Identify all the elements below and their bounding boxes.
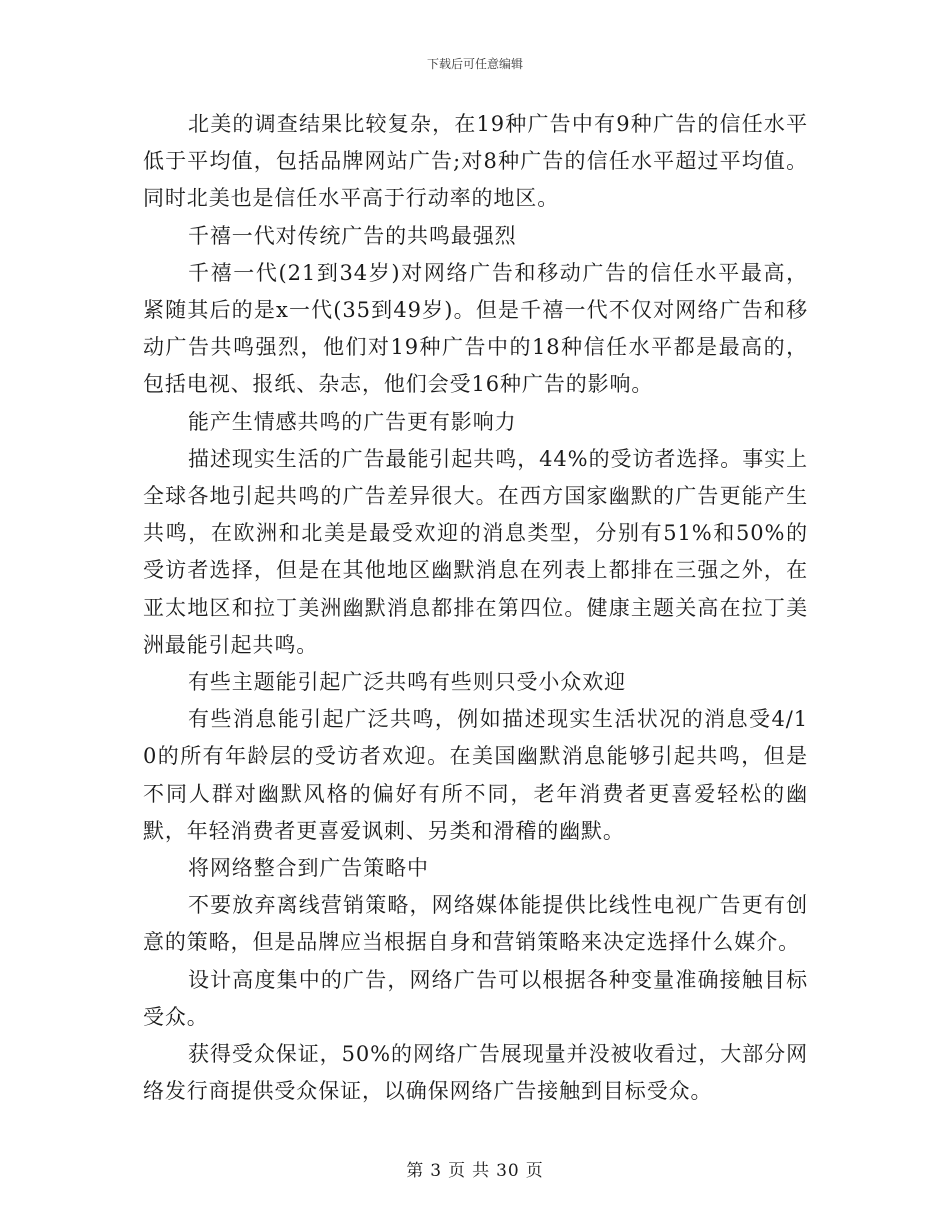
section-heading-millennials: 千禧一代对传统广告的共鸣最强烈 <box>188 223 517 248</box>
footer-total-word: 共 <box>472 1161 491 1181</box>
paragraph-targeted-ads: 设计高度集中的广告，网络广告可以根据各种变量准确接触目标受众。 <box>143 967 808 1029</box>
section-heading-emotional-ads: 能产生情感共鸣的广告更有影响力 <box>188 409 517 434</box>
section-heading-integrate-online: 将网络整合到广告策略中 <box>188 856 429 881</box>
paragraph-offline-strategy: 不要放弃离线营销策略，网络媒体能提供比线性电视广告更有创意的策略，但是品牌应当根据自身和营销策略来决定选择什么媒介。 <box>143 893 808 955</box>
footer-page-word: 页 <box>448 1161 467 1181</box>
paragraph-audience-guarantee: 获得受众保证，50%的网络广告展现量并没被收看过，大部分网络发行商提供受众保证，以确保网络广告接触到目标受众。 <box>143 1042 808 1104</box>
page-header: 下载后可任意编辑 <box>426 57 523 71</box>
section-heading-broad-appeal: 有些主题能引起广泛共鸣有些则只受小众欢迎 <box>188 670 626 695</box>
footer-prefix: 第 <box>406 1161 425 1181</box>
paragraph-millennials: 千禧一代(21到34岁)对网络广告和移动广告的信任水平最高，紧随其后的是x一代(35到49岁)。但是千禧一代不仅对网络广告和移动广告共鸣强烈，他们对19种广告中的18种信任水平都是最高的，包括电视、报纸、杂志，他们会受16种广告的影响。 <box>143 260 808 397</box>
document-body <box>143 106 808 1110</box>
paragraph-emotional-ads: 描述现实生活的广告最能引起共鸣，44%的受访者选择。事实上全球各地引起共鸣的广告差异很大。在西方国家幽默的广告更能产生共鸣，在欧洲和北美是最受欢迎的消息类型，分别有51%和50%的受访者选择，但是在其他地区幽默消息在列表上都排在三强之外，在亚太地区和拉丁美洲幽默消息都排在第四位。健康主题关高在拉丁美洲最能引起共鸣。 <box>143 446 808 657</box>
page-footer <box>0 1156 950 1181</box>
footer-current-page: 3 <box>430 1161 443 1181</box>
footer-total-pages: 30 <box>496 1161 520 1181</box>
paragraph-north-america: 北美的调查结果比较复杂，在19种广告中有9种广告的信任水平低于平均值，包括品牌网站广告;对8种广告的信任水平超过平均值。同时北美也是信任水平高于行动率的地区。 <box>143 112 808 211</box>
paragraph-broad-appeal: 有些消息能引起广泛共鸣，例如描述现实生活状况的消息受4/10的所有年龄层的受访者欢迎。在美国幽默消息能够引起共鸣，但是不同人群对幽默风格的偏好有所不同，老年消费者更喜爱轻松的幽默，年轻消费者更喜爱讽刺、另类和滑稽的幽默。 <box>143 707 808 843</box>
footer-suffix: 页 <box>525 1161 544 1181</box>
